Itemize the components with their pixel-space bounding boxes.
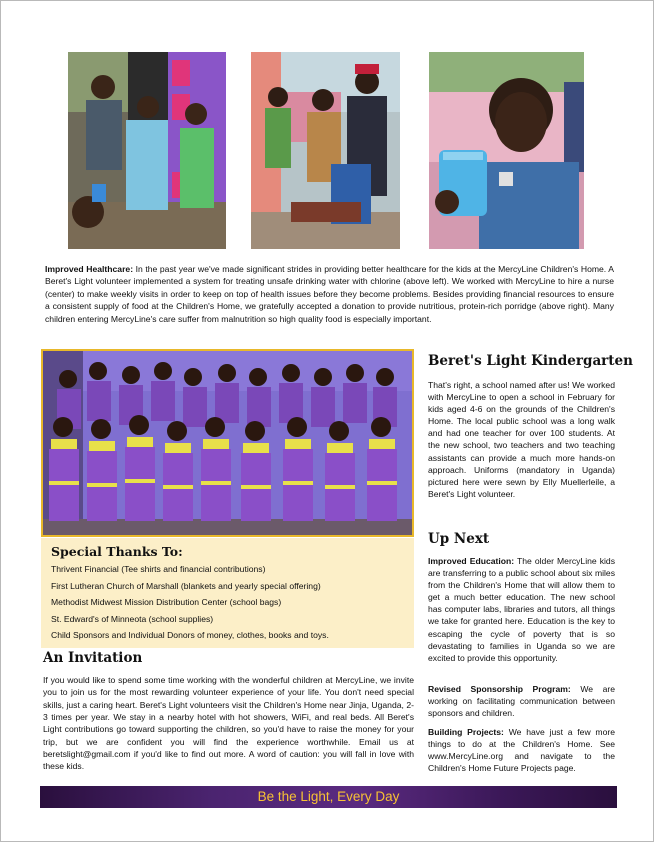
footer-banner	[40, 786, 617, 808]
thanks-item: St. Edward's of Minneota (school supplies)	[51, 613, 214, 624]
photo-nurse-visit-image	[251, 52, 400, 249]
kindergarten-paragraph: That's right, a school named after us! We worked with MercyLine to open a school in February for kids aged 4-6 on the grounds of the Children's Home. The local public school was a long walk and had one teacher for over 100 students. At the new school, two teachers and two teaching assistants can provide a much more hands-on approach. Uniforms (mandatory in Uganda) pictured here were sewn by Elly Muellerleile, a Beret's Light volunteer.	[428, 380, 615, 499]
up-next-education-label: Improved Education:	[428, 556, 515, 566]
photo-porridge-child-image	[429, 52, 584, 249]
photo-nurse-visit	[251, 52, 400, 249]
up-next-sponsorship-text: We are working on facilitating communication between sponsors and children.	[428, 684, 616, 719]
special-thanks-list	[51, 564, 404, 642]
kindergarten-heading: Beret's Light Kindergarten	[428, 353, 633, 369]
photo-water-treatment	[68, 52, 226, 249]
special-thanks-title: Special Thanks To:	[51, 544, 183, 559]
thanks-item: Child Sponsors and Individual Donors of money, clothes, books and toys.	[51, 630, 329, 641]
up-next-education	[428, 555, 615, 664]
up-next-building-text: We have just a few more things to do at the Children's Home. See www.MercyLine.org and navigate to the Children's Home Future Projects page.	[428, 727, 616, 774]
thanks-item: Thrivent Financial (Tee shirts and financial contributions)	[51, 564, 266, 574]
healthcare-label: Improved Healthcare:	[45, 264, 134, 274]
thanks-item: Methodist Midwest Mission Distribution Center (school bags)	[51, 597, 282, 608]
healthcare-paragraph	[45, 263, 614, 325]
up-next-sponsorship-label: Revised Sponsorship Program:	[428, 684, 571, 694]
photo-porridge-child	[429, 52, 584, 249]
photo-kindergarten-class	[41, 349, 414, 537]
photo-kindergarten-class-image	[43, 351, 412, 535]
special-thanks-box	[41, 538, 414, 648]
up-next-education-text: The older MercyLine kids are transferring to a public school about six miles from the Children's Home that will allow them to get a much better education. The new school has computer labs, libraries and tutors, all things we take for granted here. Education is the key to escaping the cycle of poverty that is so devastating to families in Uganda so we are excited to provide this opportunity.	[428, 556, 615, 663]
photo-water-treatment-image	[68, 52, 226, 249]
up-next-sponsorship	[428, 683, 615, 719]
invitation-paragraph: If you would like to spend some time working with the wonderful children at MercyLine, we invite you to join us for the most rewarding volunteer experience of your life. You don't need special skills, just a caring heart. Beret's Light volunteers visit the Children's Home near Jinja, Uganda, 2-3 times per year. We stay in a nearby hotel with hot showers, WiFi, and real beds. All Beret's Light contributions go toward supporting the children, so you'd have to raise the money for your trip, but we are confident you will find the experience worthwhile. Email us at beretslight@gmail.com if you'd like to find out more. A word of caution: you will fall in love with these kids.	[43, 675, 414, 772]
healthcare-text: In the past year we've made significant strides in providing better healthcare for the kids at the MercyLine Children's Home. A Beret's Light volunteer implemented a system for treating unsafe drinking water with chlorine (above left). We worked with MercyLine to hire a nurse (center) to make weekly visits in order to keep on top of health issues before they become problems. Besides providing financial resources to ensure a consistent supply of food at the Children's Home, we gratefully accepted a donation to provide nutritious, protein-rich porridge (above right). Many children entering MercyLine's care suffer from malnutrition so high quality food is especially important.	[45, 264, 614, 324]
up-next-heading: Up Next	[428, 531, 490, 547]
invitation-heading: An Invitation	[43, 650, 143, 666]
footer-banner-text: Be the Light, Every Day	[257, 789, 400, 804]
thanks-item: First Lutheran Church of Marshall (blankets and yearly special offering)	[51, 580, 321, 591]
up-next-building-label: Building Projects:	[428, 727, 504, 737]
up-next-building	[428, 726, 615, 774]
